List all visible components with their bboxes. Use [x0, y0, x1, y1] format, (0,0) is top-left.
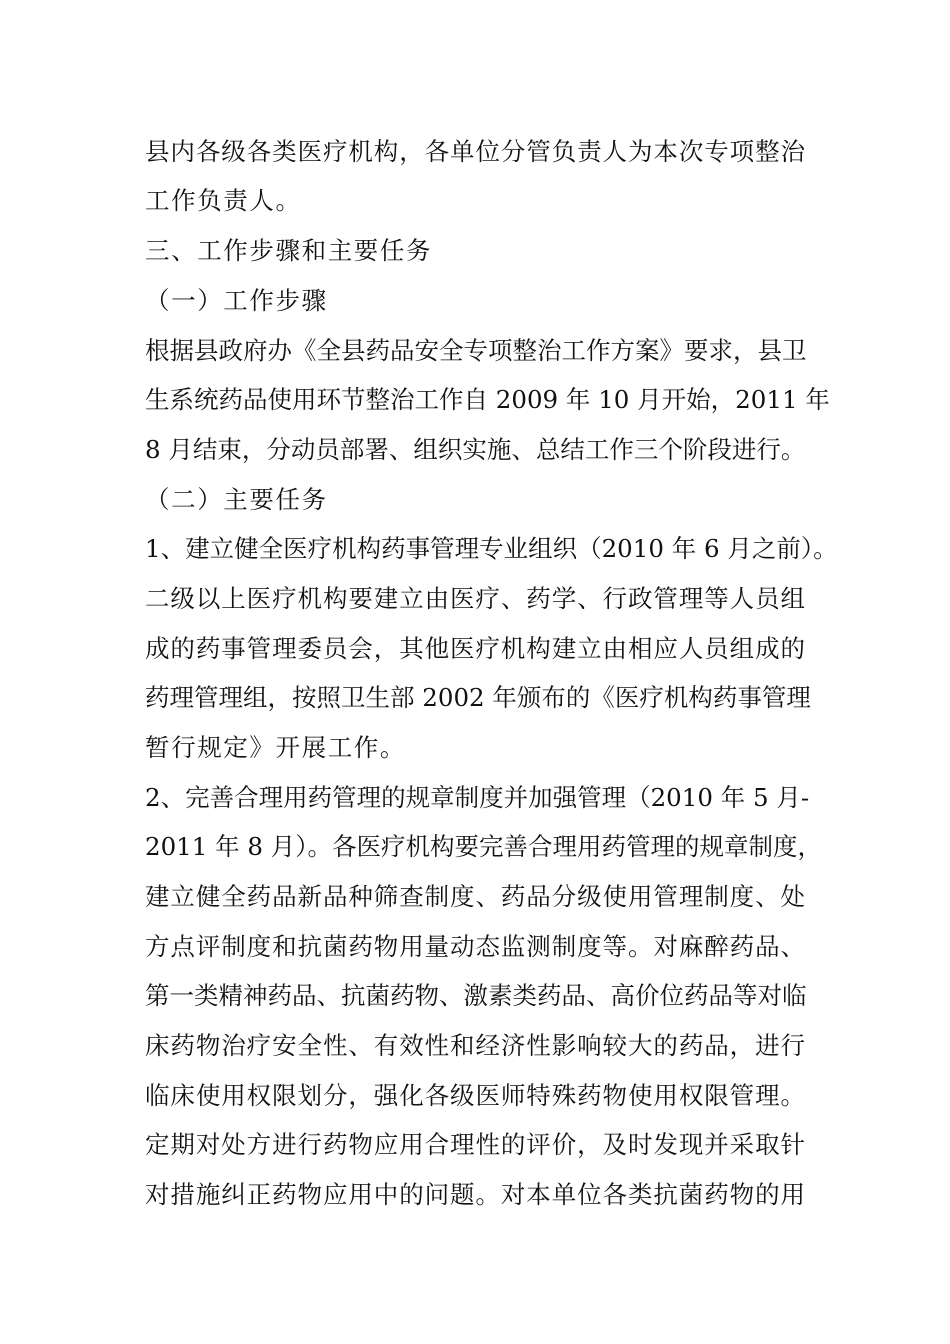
text-line: 方点评制度和抗菌药物用量动态监测制度等。对麻醉药品、 — [145, 932, 805, 961]
text-line: 床药物治疗安全性、有效性和经济性影响较大的药品，进行 — [145, 1031, 805, 1060]
text-line: 2、完善合理用药管理的规章制度并加强管理（2010 年 5 月- — [145, 783, 810, 812]
section-heading: 三、工作步骤和主要任务 — [145, 236, 433, 265]
text-line: 药理管理组，按照卫生部 2002 年颁布的《医疗机构药事管理 — [145, 683, 811, 712]
text-line: 定期对处方进行药物应用合理性的评价，及时发现并采取针 — [145, 1130, 805, 1159]
subsection-heading: （二）主要任务 — [145, 485, 328, 514]
text-line: 成的药事管理委员会，其他医疗机构建立由相应人员组成的 — [145, 634, 805, 663]
text-line: 对措施纠正药物应用中的问题。对本单位各类抗菌药物的用 — [145, 1180, 805, 1209]
text-line: 县内各级各类医疗机构，各单位分管负责人为本次专项整治 — [145, 137, 805, 166]
text-line: 工作负责人。 — [145, 186, 302, 215]
text-line: 2011 年 8 月）。各医疗机构要完善合理用药管理的规章制度， — [145, 832, 823, 861]
text-line: 临床使用权限划分，强化各级医师特殊药物使用权限管理。 — [145, 1081, 805, 1110]
text-line: 二级以上医疗机构要建立由医疗、药学、行政管理等人员组 — [145, 584, 805, 613]
text-line: 8 月结束，分动员部署、组织实施、总结工作三个阶段进行。 — [145, 435, 806, 464]
text-line: 1、建立健全医疗机构药事管理专业组织（2010 年 6 月之前）。 — [145, 534, 838, 563]
text-line: 根据县政府办《全县药品安全专项整治工作方案》要求，县卫 — [145, 336, 807, 365]
text-line: 生系统药品使用环节整治工作自 2009 年 10 月开始，2011 年 — [145, 385, 830, 414]
text-line: 暂行规定》开展工作。 — [145, 733, 406, 762]
subsection-heading: （一）工作步骤 — [145, 286, 328, 315]
text-line: 第一类精神药品、抗菌药物、激素类药品、高价位药品等对临 — [145, 981, 807, 1010]
text-line: 建立健全药品新品种筛查制度、药品分级使用管理制度、处 — [145, 882, 805, 911]
